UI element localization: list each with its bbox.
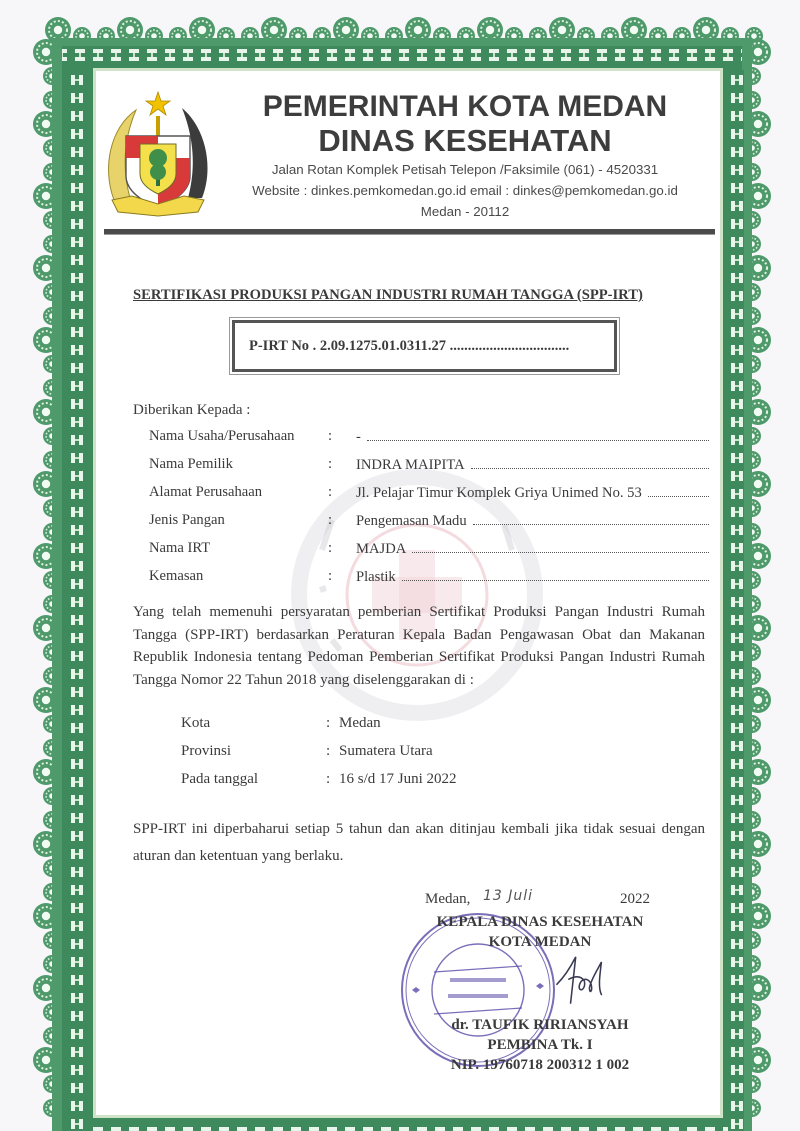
signing-date-line	[425, 886, 650, 908]
letterhead	[220, 90, 710, 222]
signing-place: Medan,	[425, 891, 471, 907]
field-label: Nama Usaha/Perusahaan	[149, 428, 295, 444]
field-colon: :	[328, 484, 333, 500]
field-value: INDRA MAIPITA	[356, 457, 465, 473]
location-colon: :	[326, 771, 331, 787]
field-row-packaging	[149, 566, 709, 594]
field-row-business-name	[149, 426, 709, 454]
field-row-owner	[149, 454, 709, 482]
location-colon: :	[326, 715, 331, 731]
location-value: Sumatera Utara	[339, 743, 433, 759]
agency-city-postal: Medan - 20112	[420, 204, 510, 219]
agency-title: PEMERINTAH KOTA MEDAN	[262, 90, 668, 123]
kota-medan-emblem	[102, 88, 214, 228]
field-label: Nama Pemilik	[149, 456, 233, 472]
location-colon: :	[326, 743, 331, 759]
department-title: DINAS KESEHATAN	[318, 123, 612, 158]
agency-address: Jalan Rotan Komplek Petisah Telepon /Faksimile (061) - 4520331	[271, 162, 659, 177]
location-label: Provinsi	[181, 743, 232, 759]
location-value: Medan	[339, 715, 381, 731]
certificate-title: SERTIFIKASI PRODUKSI PANGAN INDUSTRI RUMAH TANGGA (SPP-IRT)	[133, 287, 643, 303]
field-label: Kemasan	[149, 568, 204, 584]
field-label: Alamat Perusahaan	[149, 484, 263, 500]
field-colon: :	[328, 428, 333, 444]
fill-dots	[402, 566, 709, 581]
field-row-irt-name	[149, 538, 709, 566]
field-colon: :	[328, 456, 333, 472]
field-value: Plastik	[356, 569, 396, 585]
location-row-city	[181, 713, 457, 741]
fill-dots	[367, 426, 709, 441]
agency-web-email: Website : dinkes.pemkomedan.go.id email : dinkes@pemkomedan.go.id	[252, 183, 678, 198]
field-row-address	[149, 482, 709, 510]
signer-rank: PEMBINA Tk. I	[487, 1037, 593, 1053]
field-colon: :	[328, 512, 333, 528]
field-value: Jl. Pelajar Timur Komplek Griya Unimed No. 53	[356, 485, 642, 501]
renewal-note: SPP-IRT ini diperbaharui setiap 5 tahun dan akan ditinjau kembali jika tidak sesuai dengan aturan dan ketentuan yang berlaku.	[133, 821, 705, 864]
location-value: 16 s/d 17 Juni 2022	[339, 771, 457, 787]
pirt-number-box	[232, 320, 617, 372]
event-location	[181, 713, 457, 797]
field-row-food-type	[149, 510, 709, 538]
location-label: Pada tanggal	[181, 771, 259, 787]
fill-dots	[473, 510, 709, 525]
field-value: Pengemasan Madu	[356, 513, 467, 529]
signatory	[420, 912, 660, 1075]
location-label: Kota	[181, 715, 211, 731]
field-label: Jenis Pangan	[149, 512, 225, 528]
header-divider	[104, 229, 715, 235]
field-value: -	[356, 429, 361, 445]
location-row-province	[181, 741, 457, 769]
pirt-number: P-IRT No . 2.09.1275.01.0311.27 .................................	[249, 337, 570, 354]
signer-position: KEPALA DINAS KESEHATAN	[436, 914, 644, 930]
signing-year: 2022	[620, 891, 650, 907]
signer-nip: NIP. 19760718 200312 1 002	[450, 1057, 630, 1073]
statement-paragraph: Yang telah memenuhi persyaratan pemberian Sertifikat Produksi Pangan Industri Rumah Tangga (SPP-IRT) berdasarkan Peraturan Kepala Badan Pengawasan Obat dan Makanan Republik Indonesia tentang Pedoman Pemberian Sertifikat Produksi Pangan Industri Rumah Tangga Nomor 22 Tahun 2018 yang diselenggarakan di :	[133, 604, 705, 688]
location-row-date	[181, 769, 457, 797]
field-colon: :	[328, 540, 333, 556]
recipient-fields	[149, 426, 709, 594]
given-to-label: Diberikan Kepada :	[133, 402, 251, 418]
field-colon: :	[328, 568, 333, 584]
signer-position-city: KOTA MEDAN	[488, 934, 592, 950]
fill-dots	[471, 454, 709, 469]
field-label: Nama IRT	[149, 540, 211, 556]
signer-name: dr. TAUFIK RIRIANSYAH	[451, 1017, 629, 1033]
handwritten-date: 13 Juli	[483, 888, 534, 904]
field-value: MAJDA	[356, 541, 407, 557]
fill-dots	[648, 482, 709, 497]
fill-dots	[412, 538, 709, 553]
